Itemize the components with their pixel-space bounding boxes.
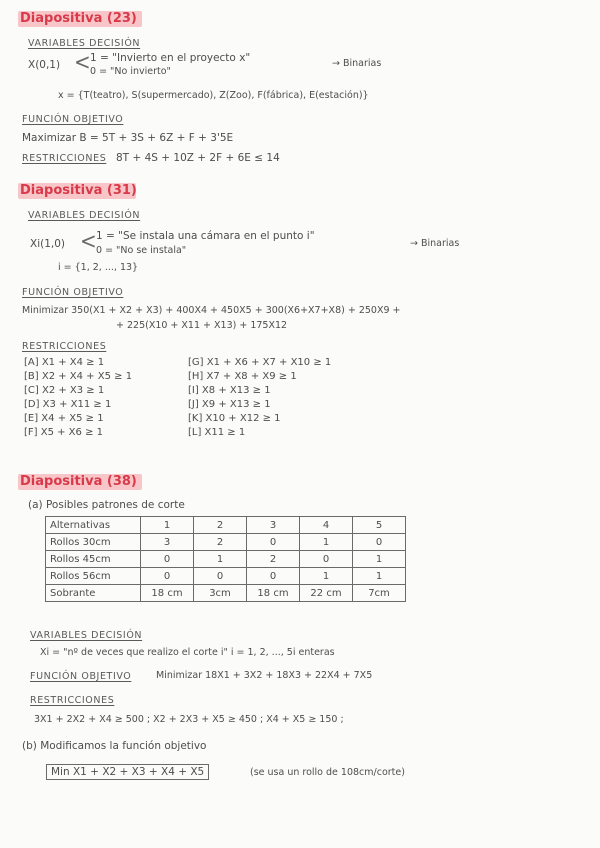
table-cell: 1 [353, 568, 406, 585]
slide-38-part-a: (a) Posibles patrones de corte [28, 499, 185, 511]
brace-icon: < [74, 48, 91, 76]
table-cell: Rollos 56cm [46, 568, 141, 585]
constraint-e: [E] X4 + X5 ≥ 1 [24, 413, 104, 424]
table-cell: 1 [141, 517, 194, 534]
table-cell: 22 cm [300, 585, 353, 602]
table-cell: 0 [300, 551, 353, 568]
slide-38-objective-label: FUNCIÓN OBJETIVO [30, 671, 132, 682]
table-cell: Alternativas [46, 517, 141, 534]
table-cell: 1 [300, 534, 353, 551]
slide-38-constraints: 3X1 + 2X2 + X4 ≥ 500 ; X2 + 2X3 + X5 ≥ 450 ; X4 + X5 ≥ 150 ; [34, 714, 344, 725]
slide-31-objective-line-1: Minimizar 350(X1 + X2 + X3) + 400X4 + 450X5 + 300(X6+X7+X8) + 250X9 + [22, 305, 401, 316]
slide-23-constraint: 8T + 4S + 10Z + 2F + 6E ≤ 14 [116, 152, 280, 164]
table-cell: 18 cm [141, 585, 194, 602]
table-cell: 1 [353, 551, 406, 568]
slide-38-title: Diapositiva (38) [20, 474, 137, 489]
slide-38-note: (se usa un rollo de 108cm/corte) [250, 767, 405, 778]
constraint-b: [B] X2 + X4 + X5 ≥ 1 [24, 371, 133, 382]
table-cell: 2 [247, 551, 300, 568]
table-cell: 0 [194, 568, 247, 585]
constraint-a: [A] X1 + X4 ≥ 1 [24, 357, 105, 368]
constraint-h: [H] X7 + X8 + X9 ≥ 1 [188, 371, 297, 382]
slide-31-option-1: 1 = "Se instala una cámara en el punto i" [96, 230, 315, 242]
slide-31-variables-label: VARIABLES DECISIÓN [28, 210, 141, 221]
slide-23-option-1: 1 = "Invierto en el proyecto x" [90, 52, 251, 64]
table-cell: 1 [300, 568, 353, 585]
constraint-l: [L] X11 ≥ 1 [188, 427, 246, 438]
table-cell: 2 [194, 534, 247, 551]
table-row [46, 585, 406, 602]
constraint-g: [G] X1 + X6 + X7 + X10 ≥ 1 [188, 357, 332, 368]
slide-38-objective: Minimizar 18X1 + 3X2 + 18X3 + 22X4 + 7X5 [156, 670, 373, 681]
slide-31-constraints-left [24, 357, 132, 441]
table-cell: 0 [247, 534, 300, 551]
slide-38-variables: Xi = "nº de veces que realizo el corte i" i = 1, 2, ..., 5i enteras [40, 647, 335, 658]
table-cell: Rollos 30cm [46, 534, 141, 551]
constraint-c: [C] X2 + X3 ≥ 1 [24, 385, 105, 396]
table-cell: 4 [300, 517, 353, 534]
slide-23-objective-label: FUNCIÓN OBJETIVO [22, 114, 124, 125]
slide-23-title: Diapositiva (23) [20, 11, 137, 26]
constraint-i: [I] X8 + X13 ≥ 1 [188, 385, 271, 396]
slide-38-part-b: (b) Modificamos la función objetivo [22, 740, 207, 752]
slide-23-variables-label: VARIABLES DECISIÓN [28, 38, 141, 49]
slide-31-objective-line-2: + 225(X10 + X11 + X13) + 175X12 [116, 320, 288, 331]
table-cell: 5 [353, 517, 406, 534]
brace-icon: < [80, 227, 97, 255]
slide-23-option-0: 0 = "No invierto" [90, 66, 171, 77]
table-cell: 1 [194, 551, 247, 568]
slide-31-constraints-right [188, 357, 331, 441]
slide-31-objective-label: FUNCIÓN OBJETIVO [22, 287, 124, 298]
constraint-d: [D] X3 + X11 ≥ 1 [24, 399, 112, 410]
slide-23-var-symbol: X(0,1) [28, 59, 61, 71]
table-cell: 18 cm [247, 585, 300, 602]
table-cell: 2 [194, 517, 247, 534]
table-header-row [46, 517, 406, 534]
slide-38-variables-label: VARIABLES DECISIÓN [30, 630, 143, 641]
slide-31-option-0: 0 = "No se instala" [96, 245, 187, 256]
constraint-f: [F] X5 + X6 ≥ 1 [24, 427, 103, 438]
table-cell: 7cm [353, 585, 406, 602]
table-cell: 0 [141, 568, 194, 585]
slide-38-constraints-label: RESTRICCIONES [30, 695, 115, 706]
table-row [46, 551, 406, 568]
table-cell: 0 [353, 534, 406, 551]
table-cell: 3 [141, 534, 194, 551]
slide-23-binary-note: → Binarias [332, 58, 382, 69]
slide-31-title: Diapositiva (31) [20, 183, 137, 198]
table-cell: Rollos 45cm [46, 551, 141, 568]
slide-23-objective: Maximizar B = 5T + 3S + 6Z + F + 3'5E [22, 132, 234, 144]
table-cell: 3 [247, 517, 300, 534]
slide-23-x-domain: x = {T(teatro), S(supermercado), Z(Zoo), F(fábrica), E(estación)} [58, 90, 369, 101]
table-cell: 0 [247, 568, 300, 585]
constraint-j: [J] X9 + X13 ≥ 1 [188, 399, 271, 410]
cutting-patterns-table [45, 516, 406, 602]
table-cell: Sobrante [46, 585, 141, 602]
table-cell: 0 [141, 551, 194, 568]
slide-23-constraints-label: RESTRICCIONES [22, 153, 107, 164]
table-row [46, 568, 406, 585]
table-row [46, 534, 406, 551]
constraint-k: [K] X10 + X12 ≥ 1 [188, 413, 281, 424]
slide-31-binary-note: → Binarias [410, 238, 460, 249]
slide-31-var-symbol: Xi(1,0) [30, 238, 66, 250]
slide-31-i-domain: i = {1, 2, ..., 13} [58, 262, 139, 273]
slide-31-constraints-label: RESTRICCIONES [22, 341, 107, 352]
slide-38-boxed-objective: Min X1 + X2 + X3 + X4 + X5 [46, 764, 209, 780]
table-cell: 3cm [194, 585, 247, 602]
